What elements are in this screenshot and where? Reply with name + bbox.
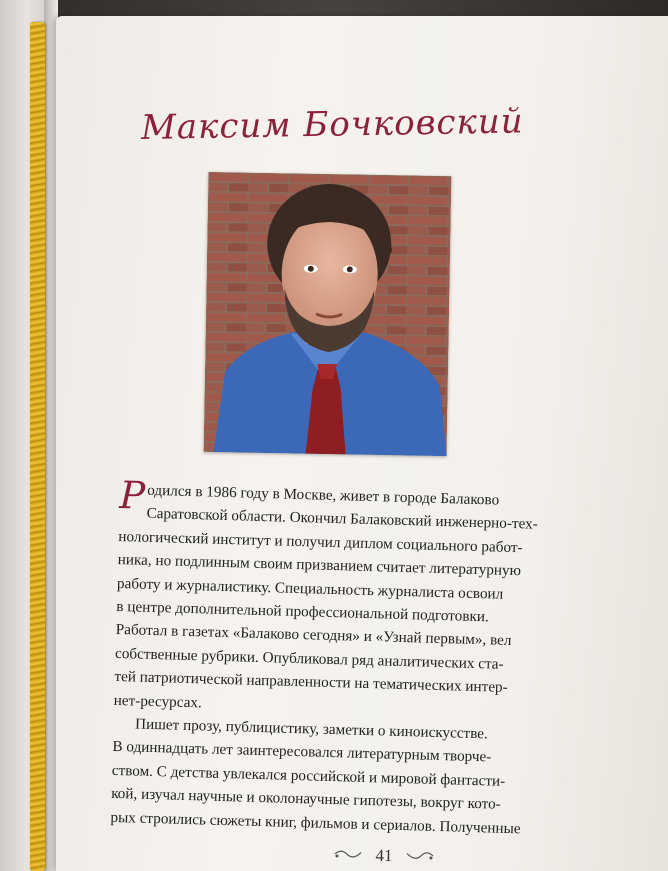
text-line: кой, изучал научные и околонаучные гипотезы, вокруг кото- [110, 785, 501, 814]
text-line: В одиннадцать лет заинтересовался литературным творче- [112, 738, 492, 766]
author-name-title: Максим Бочковский [140, 101, 524, 148]
text-line: ством. С детства увлекался российской и мировой фантасти- [111, 761, 506, 790]
flourish-right-icon [405, 849, 435, 867]
bookmark-ribbon [30, 22, 45, 871]
text-line: собственные рубрики. Опубликовал ряд аналитических ста- [114, 644, 504, 673]
page-number: 41 [375, 845, 393, 866]
biography-text [110, 473, 590, 842]
text-line: Саратовской области. Окончил Балаковский инженерно-тех- [146, 505, 539, 534]
flourish-left-icon [333, 848, 363, 866]
paragraph-1 [113, 473, 589, 725]
text-line: нологический институт и получил диплом социального работ- [118, 527, 523, 557]
page-footer [314, 845, 454, 868]
text-line: работу и журналистику. Специальность журналиста освоил [116, 574, 504, 603]
book-page [56, 16, 668, 871]
paragraph-2 [110, 712, 583, 842]
text-line: рых строились сюжеты книг, фильмов и сериалов. Полученные [110, 808, 521, 838]
text-line: одился в 1986 году в Москве, живет в городе Балаково [147, 481, 500, 509]
text-line: Работал в газетах «Балаково сегодня» и «Узнай первым», вел [115, 621, 512, 650]
text-line: нет-ресурсах. [113, 691, 203, 712]
drop-cap: Р [118, 473, 146, 518]
author-portrait-photo [204, 172, 452, 456]
text-line: Пишет прозу, публицистику, заметки о киноискусстве. [134, 715, 489, 743]
text-line: ника, но подлинным своим призванием считает литературную [117, 551, 522, 580]
text-line: тей патриотической направленности на тематических интер- [114, 668, 508, 697]
text-line: в центре дополнительной профессиональной подготовки. [116, 597, 490, 626]
